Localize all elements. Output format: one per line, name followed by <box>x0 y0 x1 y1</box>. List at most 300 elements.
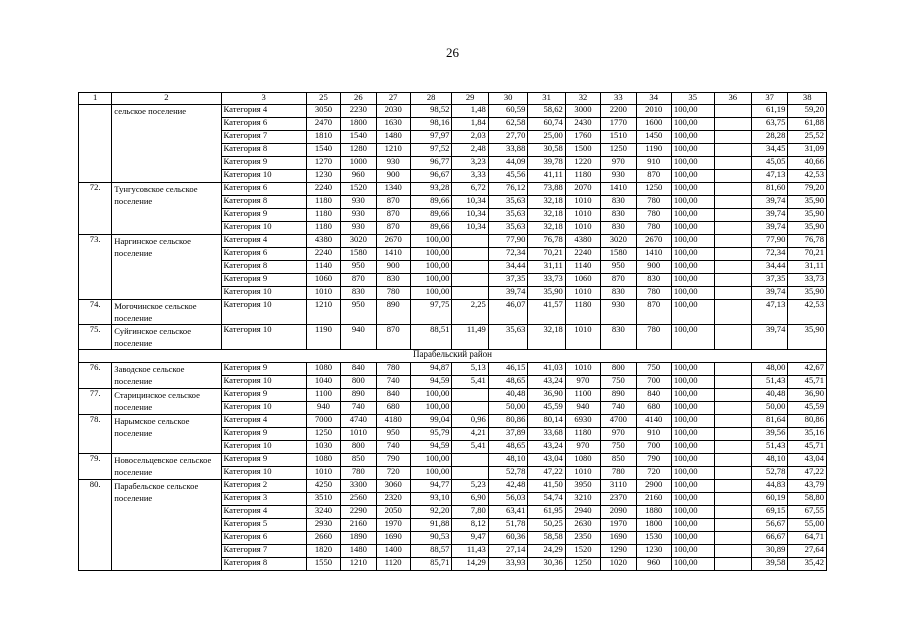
header-cell: 31 <box>528 93 565 105</box>
value-cell: 890 <box>376 300 410 325</box>
value-cell: 37,35 <box>751 274 787 287</box>
value-cell: 1180 <box>306 209 340 222</box>
value-cell: 4700 <box>601 415 636 428</box>
value-cell: 1280 <box>341 144 376 157</box>
value-cell: 2350 <box>565 532 600 545</box>
value-cell: 1100 <box>565 389 600 402</box>
value-cell <box>452 287 488 300</box>
value-cell: 43,24 <box>528 441 565 454</box>
value-cell: 870 <box>636 300 671 325</box>
value-cell: 900 <box>636 261 671 274</box>
value-cell: 100,00 <box>671 428 714 441</box>
value-cell: 51,78 <box>488 519 528 532</box>
header-cell: 2 <box>112 93 221 105</box>
value-cell: 41,50 <box>528 480 565 493</box>
value-cell: 1,84 <box>452 118 488 131</box>
value-cell: 97,97 <box>410 131 452 144</box>
value-cell <box>714 493 751 506</box>
value-cell: 950 <box>376 428 410 441</box>
value-cell: 40,48 <box>488 389 528 402</box>
value-cell: 100,00 <box>410 467 452 480</box>
value-cell: 100,00 <box>671 170 714 183</box>
value-cell: 58,58 <box>528 532 565 545</box>
value-cell: 98,16 <box>410 118 452 131</box>
value-cell: 100,00 <box>671 325 714 350</box>
value-cell: 100,00 <box>410 454 452 467</box>
value-cell <box>714 170 751 183</box>
value-cell <box>714 248 751 261</box>
value-cell: 2,25 <box>452 300 488 325</box>
value-cell: 680 <box>636 402 671 415</box>
value-cell: 2010 <box>636 105 671 118</box>
value-cell: 73,88 <box>528 183 565 196</box>
value-cell: 14,29 <box>452 558 488 571</box>
value-cell: 1970 <box>376 519 410 532</box>
value-cell: 1400 <box>376 545 410 558</box>
value-cell: 91,88 <box>410 519 452 532</box>
category-cell: Категория 9 <box>221 274 306 287</box>
value-cell <box>452 261 488 274</box>
value-cell: 4,21 <box>452 428 488 441</box>
value-cell: 3300 <box>341 480 376 493</box>
header-cell: 36 <box>714 93 751 105</box>
value-cell: 33,73 <box>528 274 565 287</box>
value-cell: 2240 <box>565 248 600 261</box>
value-cell: 1450 <box>636 131 671 144</box>
value-cell: 35,16 <box>788 428 827 441</box>
value-cell: 42,67 <box>788 363 827 376</box>
value-cell <box>714 402 751 415</box>
value-cell: 1520 <box>565 545 600 558</box>
value-cell: 41,03 <box>528 363 565 376</box>
value-cell: 11,49 <box>452 325 488 350</box>
category-cell: Категория 7 <box>221 131 306 144</box>
category-cell: Категория 8 <box>221 196 306 209</box>
header-cell: 33 <box>601 93 636 105</box>
value-cell: 780 <box>341 467 376 480</box>
value-cell: 58,62 <box>528 105 565 118</box>
value-cell: 830 <box>601 287 636 300</box>
settlement-number: 78. <box>79 415 112 454</box>
value-cell: 1510 <box>601 131 636 144</box>
value-cell: 34,45 <box>751 144 787 157</box>
value-cell: 100,00 <box>671 532 714 545</box>
value-cell: 32,18 <box>528 222 565 235</box>
value-cell: 96,67 <box>410 170 452 183</box>
value-cell: 830 <box>636 274 671 287</box>
value-cell: 47,22 <box>788 467 827 480</box>
value-cell <box>452 274 488 287</box>
value-cell: 5,41 <box>452 441 488 454</box>
value-cell: 1230 <box>306 170 340 183</box>
value-cell: 55,00 <box>788 519 827 532</box>
category-cell: Категория 10 <box>221 170 306 183</box>
value-cell: 6,72 <box>452 183 488 196</box>
settlement-name: Тунгусовское сельское поселение <box>112 183 221 235</box>
value-cell: 960 <box>341 170 376 183</box>
value-cell: 100,00 <box>671 363 714 376</box>
value-cell: 85,71 <box>410 558 452 571</box>
value-cell: 1800 <box>636 519 671 532</box>
value-cell: 42,53 <box>788 300 827 325</box>
value-cell: 2670 <box>376 235 410 248</box>
value-cell: 94,59 <box>410 376 452 389</box>
value-cell: 39,78 <box>528 157 565 170</box>
value-cell: 850 <box>601 454 636 467</box>
value-cell: 870 <box>376 196 410 209</box>
value-cell: 64,71 <box>788 532 827 545</box>
settlement-number <box>79 105 112 183</box>
value-cell: 45,71 <box>788 376 827 389</box>
value-cell: 8,12 <box>452 519 488 532</box>
value-cell: 870 <box>376 209 410 222</box>
category-cell: Категория 10 <box>221 467 306 480</box>
value-cell: 680 <box>376 402 410 415</box>
value-cell: 840 <box>376 389 410 402</box>
value-cell: 35,90 <box>788 325 827 350</box>
value-cell: 90,53 <box>410 532 452 545</box>
category-cell: Категория 6 <box>221 532 306 545</box>
value-cell: 870 <box>341 274 376 287</box>
value-cell: 1480 <box>341 545 376 558</box>
value-cell: 100,00 <box>671 454 714 467</box>
value-cell: 89,66 <box>410 196 452 209</box>
value-cell: 35,63 <box>488 222 528 235</box>
value-cell: 3950 <box>565 480 600 493</box>
category-cell: Категория 9 <box>221 389 306 402</box>
category-cell: Категория 6 <box>221 183 306 196</box>
value-cell: 930 <box>601 170 636 183</box>
value-cell: 81,60 <box>751 183 787 196</box>
value-cell: 54,74 <box>528 493 565 506</box>
value-cell: 1820 <box>306 545 340 558</box>
value-cell: 3,33 <box>452 170 488 183</box>
value-cell: 77,90 <box>751 235 787 248</box>
value-cell: 50,00 <box>751 402 787 415</box>
settlement-name: Парабельское сельское поселение <box>112 480 221 571</box>
value-cell: 5,41 <box>452 376 488 389</box>
table-row <box>79 300 827 325</box>
value-cell: 100,00 <box>410 402 452 415</box>
value-cell: 80,86 <box>488 415 528 428</box>
value-cell: 0,96 <box>452 415 488 428</box>
value-cell <box>714 428 751 441</box>
value-cell: 1140 <box>306 261 340 274</box>
value-cell: 830 <box>376 274 410 287</box>
value-cell <box>714 454 751 467</box>
value-cell: 100,00 <box>671 118 714 131</box>
value-cell: 35,90 <box>788 209 827 222</box>
value-cell: 2160 <box>636 493 671 506</box>
value-cell: 750 <box>601 376 636 389</box>
value-cell: 33,93 <box>488 558 528 571</box>
value-cell: 2090 <box>601 506 636 519</box>
value-cell: 1120 <box>376 558 410 571</box>
value-cell: 100,00 <box>671 506 714 519</box>
value-cell: 2470 <box>306 118 340 131</box>
value-cell: 1190 <box>306 325 340 350</box>
value-cell: 780 <box>601 467 636 480</box>
value-cell: 32,18 <box>528 196 565 209</box>
value-cell: 35,90 <box>788 222 827 235</box>
value-cell: 2560 <box>341 493 376 506</box>
value-cell: 80,14 <box>528 415 565 428</box>
value-cell: 2200 <box>601 105 636 118</box>
value-cell: 32,18 <box>528 325 565 350</box>
value-cell: 780 <box>636 325 671 350</box>
value-cell <box>714 144 751 157</box>
settlement-number: 77. <box>79 389 112 415</box>
value-cell: 45,56 <box>488 170 528 183</box>
value-cell: 100,00 <box>671 441 714 454</box>
value-cell: 1010 <box>306 287 340 300</box>
value-cell: 4140 <box>636 415 671 428</box>
value-cell: 44,83 <box>751 480 787 493</box>
settlement-name: сельское поселение <box>112 105 221 183</box>
category-cell: Категория 10 <box>221 325 306 350</box>
value-cell: 2940 <box>565 506 600 519</box>
value-cell: 100,00 <box>671 376 714 389</box>
value-cell <box>452 389 488 402</box>
value-cell: 43,79 <box>788 480 827 493</box>
value-cell: 42,53 <box>788 170 827 183</box>
value-cell <box>452 235 488 248</box>
value-cell: 1880 <box>636 506 671 519</box>
value-cell: 1010 <box>565 287 600 300</box>
category-cell: Категория 10 <box>221 222 306 235</box>
value-cell: 4180 <box>376 415 410 428</box>
value-cell: 79,20 <box>788 183 827 196</box>
value-cell: 940 <box>565 402 600 415</box>
value-cell: 97,75 <box>410 300 452 325</box>
value-cell: 2290 <box>341 506 376 519</box>
value-cell: 740 <box>376 376 410 389</box>
header-cell: 29 <box>452 93 488 105</box>
value-cell: 2030 <box>376 105 410 118</box>
settlement-number: 72. <box>79 183 112 235</box>
value-cell: 100,00 <box>671 131 714 144</box>
header-cell: 38 <box>788 93 827 105</box>
settlement-number: 79. <box>79 454 112 480</box>
value-cell: 1250 <box>601 144 636 157</box>
district-name: Парабельский район <box>79 350 827 363</box>
value-cell: 37,35 <box>488 274 528 287</box>
value-cell: 1220 <box>565 157 600 170</box>
table-row <box>79 415 827 428</box>
value-cell: 4250 <box>306 480 340 493</box>
value-cell: 740 <box>601 402 636 415</box>
value-cell <box>714 506 751 519</box>
value-cell: 780 <box>376 363 410 376</box>
value-cell: 1540 <box>341 131 376 144</box>
value-cell: 100,00 <box>410 248 452 261</box>
value-cell <box>452 454 488 467</box>
value-cell: 34,44 <box>751 261 787 274</box>
value-cell: 88,51 <box>410 325 452 350</box>
value-cell: 70,21 <box>528 248 565 261</box>
value-cell: 790 <box>376 454 410 467</box>
value-cell: 48,65 <box>488 376 528 389</box>
value-cell: 1180 <box>565 300 600 325</box>
category-cell: Категория 8 <box>221 558 306 571</box>
category-cell: Категория 9 <box>221 428 306 441</box>
value-cell: 6930 <box>565 415 600 428</box>
value-cell: 63,75 <box>751 118 787 131</box>
value-cell: 33,88 <box>488 144 528 157</box>
value-cell: 3050 <box>306 105 340 118</box>
value-cell: 39,58 <box>751 558 787 571</box>
value-cell <box>452 467 488 480</box>
value-cell: 1410 <box>376 248 410 261</box>
value-cell <box>714 467 751 480</box>
value-cell: 1080 <box>565 454 600 467</box>
value-cell: 910 <box>636 157 671 170</box>
value-cell: 60,19 <box>751 493 787 506</box>
value-cell: 1010 <box>341 428 376 441</box>
value-cell: 41,11 <box>528 170 565 183</box>
value-cell: 56,03 <box>488 493 528 506</box>
value-cell: 72,34 <box>488 248 528 261</box>
value-cell: 33,68 <box>528 428 565 441</box>
value-cell: 830 <box>341 287 376 300</box>
value-cell: 930 <box>341 196 376 209</box>
value-cell: 93,10 <box>410 493 452 506</box>
value-cell: 100,00 <box>671 144 714 157</box>
value-cell: 52,78 <box>488 467 528 480</box>
value-cell: 94,77 <box>410 480 452 493</box>
value-cell: 1250 <box>636 183 671 196</box>
value-cell: 48,65 <box>488 441 528 454</box>
value-cell: 30,89 <box>751 545 787 558</box>
value-cell: 10,34 <box>452 196 488 209</box>
value-cell: 2050 <box>376 506 410 519</box>
value-cell: 780 <box>636 209 671 222</box>
value-cell: 830 <box>601 209 636 222</box>
value-cell: 31,11 <box>788 261 827 274</box>
header-cell: 27 <box>376 93 410 105</box>
category-cell: Категория 6 <box>221 248 306 261</box>
value-cell: 60,36 <box>488 532 528 545</box>
value-cell: 93,28 <box>410 183 452 196</box>
value-cell: 1140 <box>565 261 600 274</box>
category-cell: Категория 10 <box>221 300 306 325</box>
value-cell: 100,00 <box>671 389 714 402</box>
value-cell: 100,00 <box>671 209 714 222</box>
value-cell <box>714 209 751 222</box>
value-cell: 1770 <box>601 118 636 131</box>
value-cell: 960 <box>636 558 671 571</box>
value-cell: 43,24 <box>528 376 565 389</box>
value-cell: 970 <box>601 428 636 441</box>
value-cell: 28,28 <box>751 131 787 144</box>
value-cell: 1010 <box>565 325 600 350</box>
value-cell: 840 <box>636 389 671 402</box>
value-cell: 1010 <box>306 467 340 480</box>
value-cell: 950 <box>341 261 376 274</box>
category-cell: Категория 8 <box>221 144 306 157</box>
value-cell <box>714 376 751 389</box>
value-cell: 50,25 <box>528 519 565 532</box>
value-cell <box>714 363 751 376</box>
category-cell: Категория 2 <box>221 480 306 493</box>
value-cell: 1250 <box>565 558 600 571</box>
value-cell: 950 <box>601 261 636 274</box>
value-cell: 870 <box>376 222 410 235</box>
header-cell: 1 <box>79 93 112 105</box>
value-cell: 2900 <box>636 480 671 493</box>
value-cell <box>714 157 751 170</box>
value-cell: 76,12 <box>488 183 528 196</box>
value-cell: 1000 <box>341 157 376 170</box>
value-cell: 1180 <box>565 170 600 183</box>
value-cell: 31,09 <box>788 144 827 157</box>
value-cell: 1800 <box>341 118 376 131</box>
value-cell: 39,74 <box>751 222 787 235</box>
tariff-table <box>78 92 827 571</box>
value-cell: 1010 <box>565 196 600 209</box>
value-cell: 100,00 <box>671 222 714 235</box>
settlement-number: 75. <box>79 325 112 350</box>
value-cell: 100,00 <box>410 287 452 300</box>
value-cell <box>452 248 488 261</box>
value-cell: 3000 <box>565 105 600 118</box>
value-cell: 40,48 <box>751 389 787 402</box>
value-cell: 76,78 <box>528 235 565 248</box>
value-cell: 61,19 <box>751 105 787 118</box>
value-cell: 2,03 <box>452 131 488 144</box>
table-row <box>79 389 827 402</box>
value-cell: 1230 <box>636 545 671 558</box>
value-cell: 930 <box>376 157 410 170</box>
value-cell: 1340 <box>376 183 410 196</box>
value-cell: 3510 <box>306 493 340 506</box>
settlement-name: Могочинское сельское поселение <box>112 300 221 325</box>
value-cell: 43,04 <box>788 454 827 467</box>
category-cell: Категория 3 <box>221 493 306 506</box>
table-row <box>79 183 827 196</box>
value-cell: 900 <box>376 170 410 183</box>
value-cell <box>714 118 751 131</box>
value-cell: 88,57 <box>410 545 452 558</box>
value-cell: 47,13 <box>751 170 787 183</box>
value-cell: 45,59 <box>788 402 827 415</box>
value-cell: 870 <box>601 274 636 287</box>
value-cell: 70,21 <box>788 248 827 261</box>
header-cell: 37 <box>751 93 787 105</box>
value-cell: 1520 <box>341 183 376 196</box>
value-cell <box>714 222 751 235</box>
value-cell: 1580 <box>601 248 636 261</box>
value-cell: 94,87 <box>410 363 452 376</box>
value-cell: 800 <box>601 363 636 376</box>
settlement-name: Наргинское сельское поселение <box>112 235 221 300</box>
value-cell: 35,63 <box>488 196 528 209</box>
value-cell: 72,34 <box>751 248 787 261</box>
value-cell: 1080 <box>306 363 340 376</box>
value-cell: 81,64 <box>751 415 787 428</box>
value-cell: 100,00 <box>671 300 714 325</box>
value-cell: 7,80 <box>452 506 488 519</box>
table-row <box>79 480 827 493</box>
value-cell: 27,14 <box>488 545 528 558</box>
value-cell <box>714 274 751 287</box>
value-cell: 44,09 <box>488 157 528 170</box>
value-cell: 34,44 <box>488 261 528 274</box>
value-cell: 840 <box>341 363 376 376</box>
value-cell: 930 <box>341 222 376 235</box>
value-cell: 830 <box>601 196 636 209</box>
value-cell: 830 <box>601 325 636 350</box>
